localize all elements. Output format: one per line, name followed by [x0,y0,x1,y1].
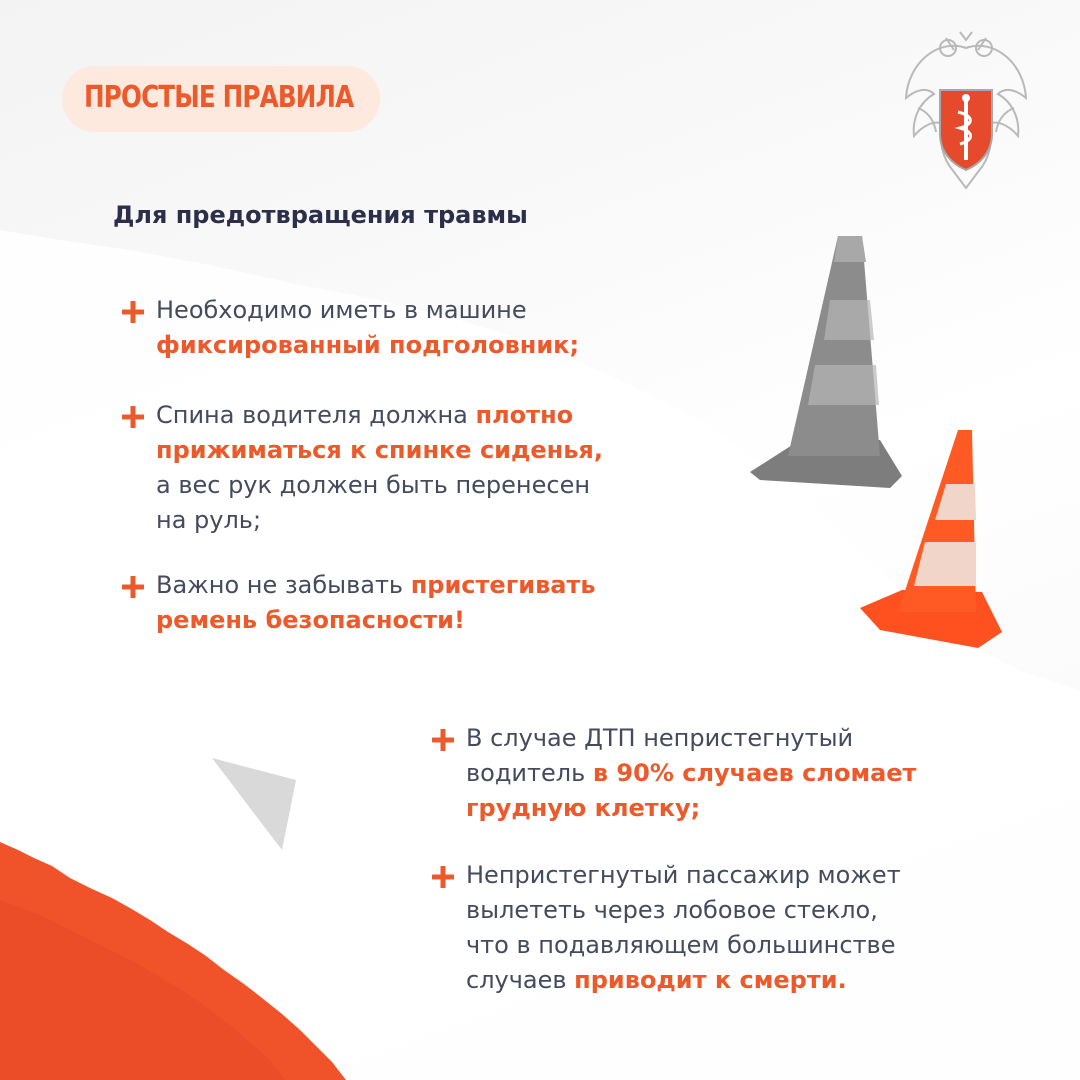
plus-bullet-icon [122,301,144,323]
fact-highlight: в 90% случаев сломает [592,759,917,787]
section-heading: Для предотвращения травмы [113,201,528,229]
rule-item-seatbelt [156,568,596,638]
fact-text-line: случаев приводит к смерти. [466,966,847,994]
fact-highlight: грудную клетку; [466,794,701,822]
plus-bullet-icon [432,729,454,751]
header-badge-label: ПРОСТЫЕ ПРАВИЛА [84,80,354,115]
rule-highlight: фиксированный подголовник; [156,331,580,359]
plus-bullet-icon [432,866,454,888]
fact-item-passenger [466,858,901,998]
fact-item-driver [466,721,916,826]
fact-text-line: Непристегнутый пассажир может [466,861,901,889]
rule-item-back-position [156,398,603,538]
fact-text-line: водитель в 90% случаев сломает [466,759,917,787]
fact-text-line: В случае ДТП непристегнутый [466,724,854,752]
grey-cone-icon [750,236,902,488]
rule-text-line: на руль; [156,506,262,534]
rule-text-line: Важно не забывать пристегивать [156,571,596,599]
rule-highlight: прижиматься к спинке сиденья, [156,436,603,464]
rule-highlight: ремень безопасности! [156,606,465,634]
ministry-emblem-icon [898,28,1034,198]
rule-highlight: плотно [475,401,574,429]
rule-item-headrest [156,293,579,363]
fact-highlight: приводит к смерти. [574,966,847,994]
rule-text-line: Спина водителя должна плотно [156,401,574,429]
rule-highlight: пристегивать [410,571,596,599]
plus-bullet-icon [122,406,144,428]
rule-text-line: а вес рук должен быть перенесен [156,471,591,499]
fact-text-line: вылететь через лобовое стекло, [466,896,878,924]
plus-bullet-icon [122,576,144,598]
fact-text-line: что в подавляющем большинстве [466,931,896,959]
rule-text-line: Необходимо иметь в машине [156,296,527,324]
